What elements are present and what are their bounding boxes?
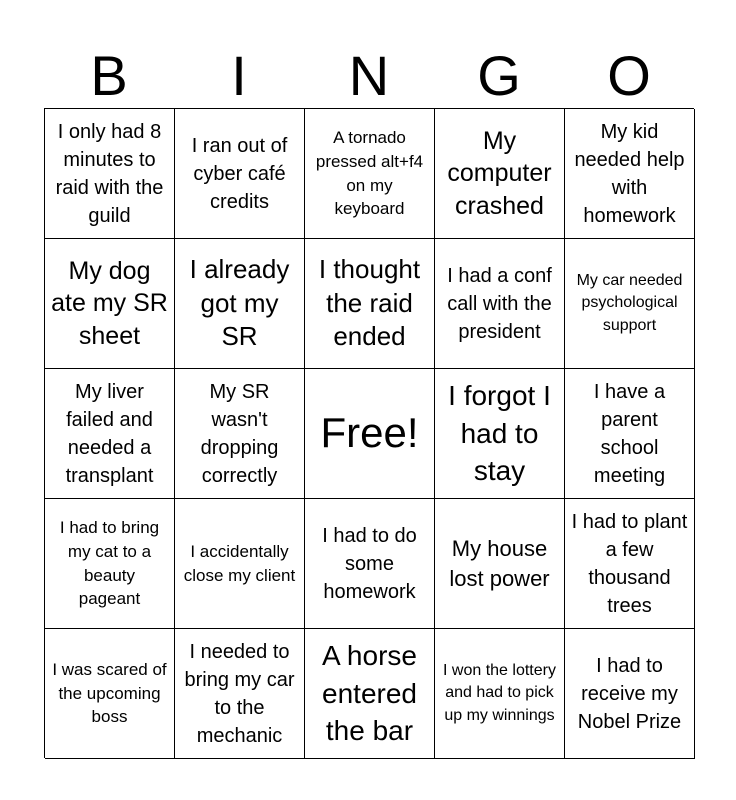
- bingo-cell[interactable]: [565, 109, 695, 239]
- cell-text: My car needed psychological support: [576, 271, 683, 334]
- bingo-cell[interactable]: [435, 629, 565, 759]
- bingo-cell[interactable]: [175, 109, 305, 239]
- bingo-cell[interactable]: [305, 239, 435, 369]
- cell-text: I needed to bring my car to the mechanic: [184, 640, 295, 747]
- bingo-cell[interactable]: [45, 629, 175, 759]
- bingo-cell[interactable]: [45, 499, 175, 629]
- cell-text: I ran out of cyber café credits: [191, 134, 288, 213]
- cell-text: My house lost power: [449, 536, 550, 591]
- header-letter-o: O: [607, 44, 651, 107]
- bingo-cell[interactable]: [45, 109, 175, 239]
- bingo-cell[interactable]: [45, 239, 175, 369]
- cell-text: I won the lottery and had to pick up my winnings: [443, 661, 556, 724]
- bingo-header: [44, 44, 694, 108]
- bingo-cell[interactable]: [565, 369, 695, 499]
- free-space-label: Free!: [320, 409, 419, 457]
- bingo-board: [44, 108, 694, 758]
- bingo-cell[interactable]: [435, 369, 565, 499]
- cell-text: I had to do some homework: [322, 524, 417, 603]
- cell-text: I have a parent school meeting: [593, 380, 666, 487]
- bingo-cell[interactable]: [565, 239, 695, 369]
- cell-text: My dog ate my SR sheet: [51, 256, 168, 350]
- cell-text: I had to plant a few thousand trees: [571, 510, 688, 617]
- header-letter-g: G: [477, 44, 521, 107]
- cell-text: I had to bring my cat to a beauty pageant: [59, 517, 160, 609]
- cell-text: I only had 8 minutes to raid with the guild: [55, 120, 164, 227]
- cell-text: A horse entered the bar: [322, 639, 417, 747]
- cell-text: I was scared of the upcoming boss: [52, 659, 167, 727]
- cell-text: My SR wasn't dropping correctly: [200, 380, 279, 487]
- header-letter-b: B: [90, 44, 128, 107]
- bingo-cell[interactable]: [565, 629, 695, 759]
- bingo-cell[interactable]: [565, 499, 695, 629]
- cell-text: I already got my SR: [189, 253, 290, 352]
- cell-text: My computer crashed: [447, 126, 552, 220]
- cell-text: A tornado pressed alt+f4 on my keyboard: [315, 127, 424, 219]
- cell-text: I thought the raid ended: [318, 253, 421, 352]
- bingo-cell[interactable]: [175, 239, 305, 369]
- bingo-cell[interactable]: [435, 499, 565, 629]
- header-letter-n: N: [348, 44, 390, 107]
- header-letter-i: I: [231, 44, 247, 107]
- cell-text: I accidentally close my client: [183, 541, 296, 585]
- cell-text: My liver failed and needed a transplant: [65, 380, 154, 487]
- bingo-cell[interactable]: [305, 629, 435, 759]
- bingo-cell[interactable]: [175, 499, 305, 629]
- free-cell[interactable]: [305, 369, 435, 499]
- bingo-cell[interactable]: [305, 109, 435, 239]
- bingo-cell[interactable]: [305, 499, 435, 629]
- cell-text: My kid needed help with homework: [574, 120, 685, 227]
- cell-text: I had a conf call with the president: [447, 264, 552, 343]
- bingo-cell[interactable]: [435, 109, 565, 239]
- bingo-cell[interactable]: [175, 369, 305, 499]
- cell-text: I forgot I had to stay: [448, 379, 551, 487]
- bingo-cell[interactable]: [435, 239, 565, 369]
- bingo-cell[interactable]: [175, 629, 305, 759]
- bingo-cell[interactable]: [45, 369, 175, 499]
- cell-text: I had to receive my Nobel Prize: [577, 654, 682, 733]
